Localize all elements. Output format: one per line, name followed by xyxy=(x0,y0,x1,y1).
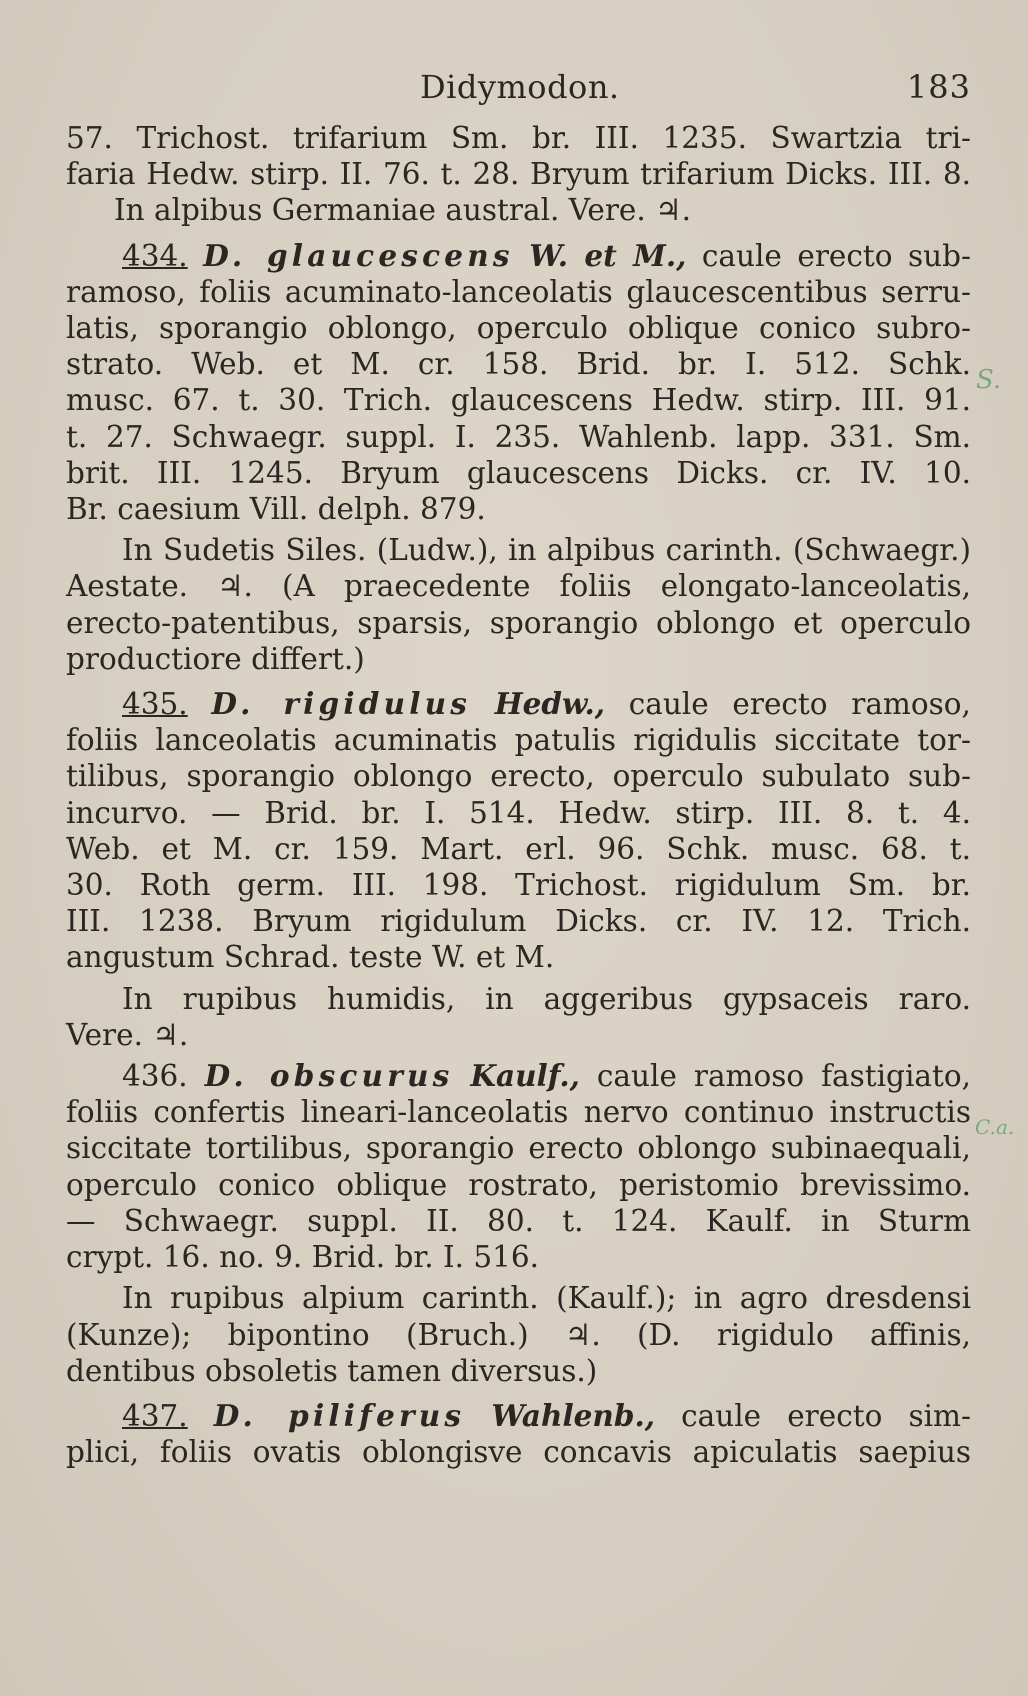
text-line: In Sudetis Siles. (Ludw.), in alpibus carinth. (Schwaegr.) xyxy=(122,533,971,568)
species-author: Kaulf., xyxy=(470,1058,580,1094)
text-line: In rupibus alpium carinth. (Kaulf.); in agro dresdensi xyxy=(122,1281,971,1316)
species-number: 436. xyxy=(122,1059,188,1094)
text-line: In rupibus humidis, in aggeribus gypsaceis raro. xyxy=(122,981,971,1016)
species-name: D. piliferus xyxy=(213,1397,466,1433)
species-number: 437. xyxy=(122,1398,188,1433)
text-line: incurvo. — Brid. br. I. 514. Hedw. stirp. III. 8. t. 4. xyxy=(66,795,971,830)
species-heading-434 xyxy=(66,238,971,274)
species-name: D. glaucescens xyxy=(203,237,514,273)
text-line: foliis lanceolatis acuminatis patulis rigidulis siccitate tor- xyxy=(66,723,971,758)
text-line: Vere. ♃. xyxy=(66,1017,189,1052)
book-page xyxy=(66,60,971,1470)
text-line: siccitate tortilibus, sporangio erecto oblongo subinaequali, xyxy=(66,1131,971,1166)
species-description: caule ramoso fastigiato, xyxy=(596,1059,971,1094)
species-heading-437 xyxy=(66,1398,971,1434)
text-line: musc. 67. t. 30. Trich. glaucescens Hedw. stirp. III. 91. xyxy=(66,383,971,418)
text-line: In alpibus Germaniae austral. Vere. ♃. xyxy=(114,193,691,228)
species-number: 434. xyxy=(122,238,188,273)
species-author: Hedw., xyxy=(494,686,606,722)
page-number: 183 xyxy=(906,68,971,106)
text-line: faria Hedw. stirp. II. 76. t. 28. Bryum trifarium Dicks. III. 8. xyxy=(66,157,971,192)
text-line: productiore differt.) xyxy=(66,641,365,676)
text-line: 30. Roth germ. III. 198. Trichost. rigidulum Sm. br. xyxy=(66,868,971,903)
species-author: W. et M., xyxy=(529,237,687,273)
text-line: Web. et M. cr. 159. Mart. erl. 96. Schk. musc. 68. t. xyxy=(66,831,971,866)
text-line: plici, foliis ovatis oblongisve concavis apiculatis saepius xyxy=(66,1435,971,1470)
text-line: foliis confertis lineari-lanceolatis nervo continuo instructis xyxy=(66,1095,971,1130)
body-text xyxy=(66,120,971,1470)
text-line: (Kunze); bipontino (Bruch.) ♃. (D. rigidulo affinis, xyxy=(66,1317,971,1352)
text-line: latis, sporangio oblongo, operculo oblique conico subro- xyxy=(66,311,971,346)
text-line: Br. caesium Vill. delph. 879. xyxy=(66,492,486,527)
text-line: tilibus, sporangio oblongo erecto, operculo subulato sub- xyxy=(66,759,971,794)
text-line: angustum Schrad. teste W. et M. xyxy=(66,940,555,975)
running-head xyxy=(66,60,971,120)
species-description: caule erecto ramoso, xyxy=(628,687,971,722)
running-title: Didymodon. xyxy=(420,68,620,106)
text-line: brit. III. 1245. Bryum glaucescens Dicks. cr. IV. 10. xyxy=(66,455,971,490)
species-name: D. rigidulus xyxy=(211,686,472,722)
text-line: — Schwaegr. suppl. II. 80. t. 124. Kaulf. in Sturm xyxy=(66,1203,971,1238)
species-description: caule erecto sim- xyxy=(681,1398,971,1433)
text-line: Aestate. ♃. (A praecedente foliis elongato-lanceolatis, xyxy=(66,569,971,604)
text-line: erecto-patentibus, sparsis, sporangio oblongo et operculo xyxy=(66,605,971,640)
text-line: t. 27. Schwaegr. suppl. I. 235. Wahlenb. lapp. 331. Sm. xyxy=(66,419,971,454)
text-line: ramoso, foliis acuminato-lanceolatis glaucescentibus serru- xyxy=(66,274,971,309)
species-author: Wahlenb., xyxy=(491,1397,656,1433)
margin-note-pencil: S. xyxy=(976,365,1002,395)
text-line: III. 1238. Bryum rigidulum Dicks. cr. IV. 12. Trich. xyxy=(66,904,971,939)
text-line: 57. Trichost. trifarium Sm. br. III. 1235. Swartzia tri- xyxy=(66,121,971,155)
text-line: operculo conico oblique rostrato, peristomio brevissimo. xyxy=(66,1167,971,1202)
margin-note-pencil: C.a. xyxy=(975,1115,1015,1139)
species-number: 435. xyxy=(122,687,188,722)
species-description: caule erecto sub- xyxy=(701,238,971,273)
species-heading-435 xyxy=(66,686,971,722)
species-name: D. obscurus xyxy=(204,1058,454,1094)
text-line: crypt. 16. no. 9. Brid. br. I. 516. xyxy=(66,1240,540,1275)
species-heading-436 xyxy=(66,1058,971,1094)
text-line: strato. Web. et M. cr. 158. Brid. br. I. 512. Schk. xyxy=(66,347,971,382)
text-line: dentibus obsoletis tamen diversus.) xyxy=(66,1353,598,1388)
